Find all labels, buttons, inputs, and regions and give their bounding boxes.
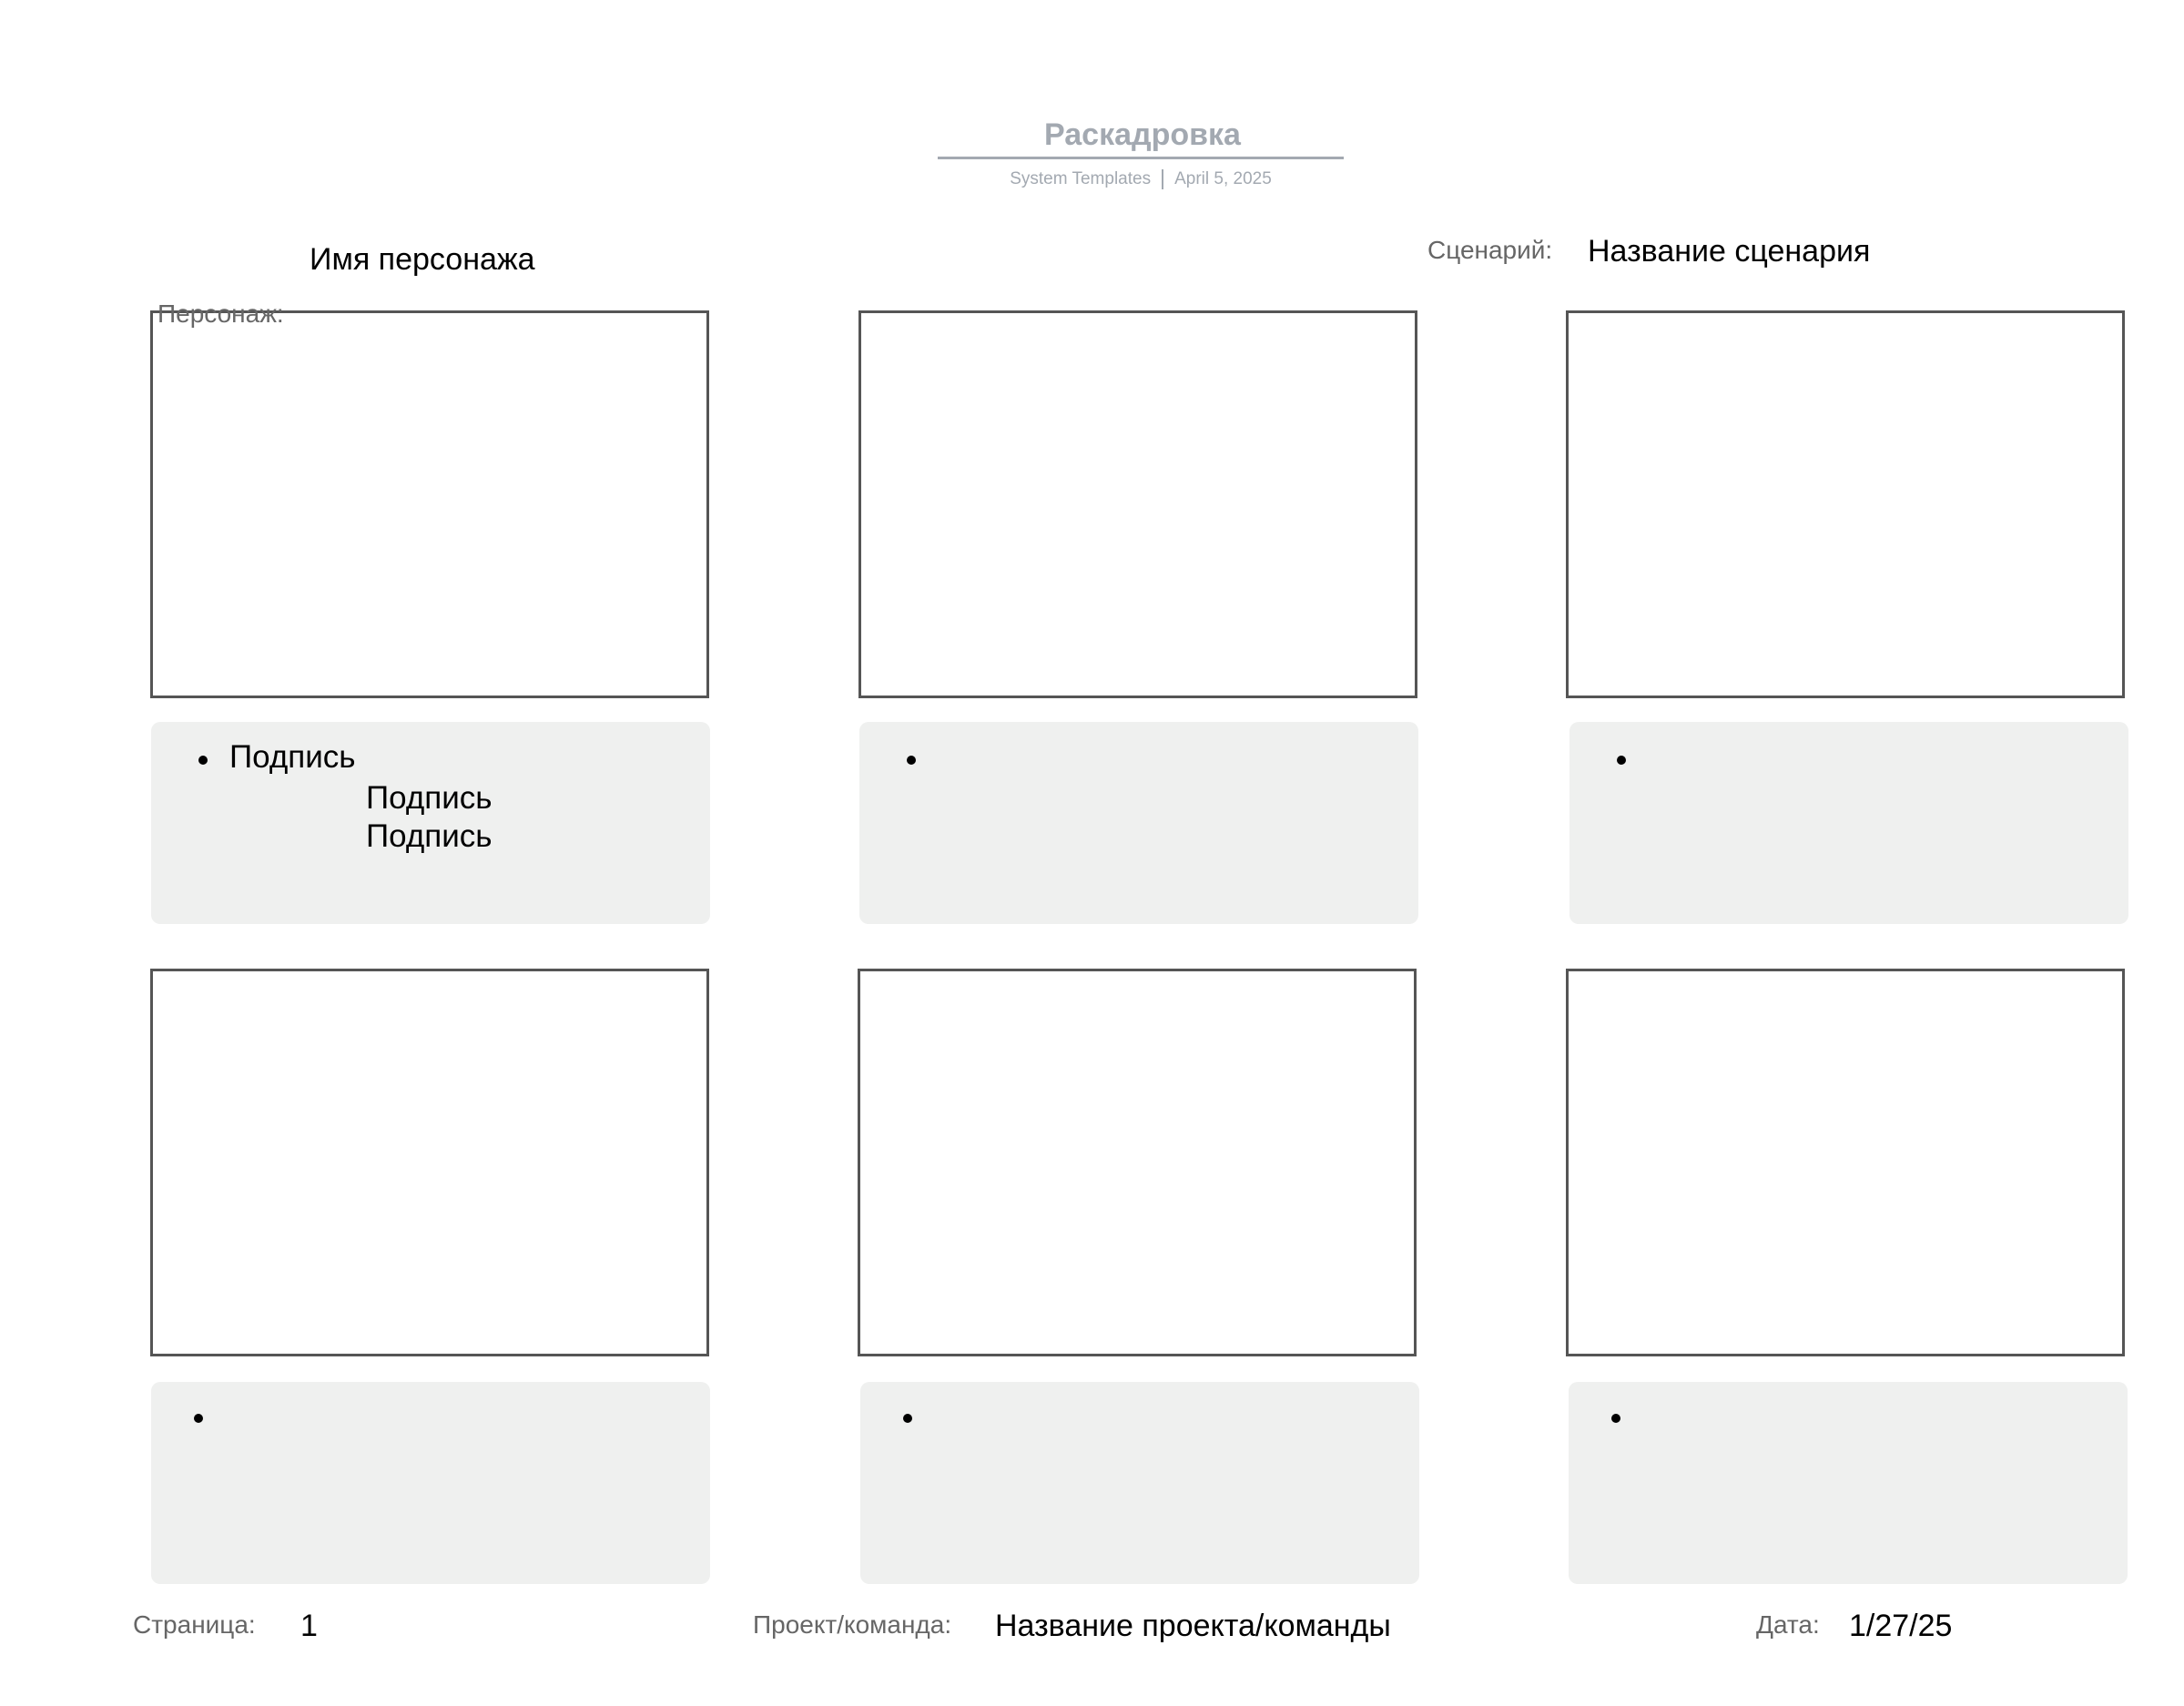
caption-line: Подпись xyxy=(229,739,356,775)
scenario-label: Сценарий: xyxy=(1427,236,1553,264)
date-label: Дата: xyxy=(1756,1610,1820,1639)
caption-box-3[interactable] xyxy=(1569,722,2128,924)
caption-box-1[interactable] xyxy=(151,722,710,924)
caption-line: Подпись xyxy=(366,818,493,854)
page-number[interactable]: 1 xyxy=(300,1609,318,1643)
date-value[interactable]: 1/27/25 xyxy=(1849,1609,1953,1643)
caption-box-5[interactable] xyxy=(860,1382,1419,1584)
caption-box-4[interactable] xyxy=(151,1382,710,1584)
template-source: System Templates xyxy=(1010,169,1152,188)
scenario-name[interactable]: Название сценария xyxy=(1588,234,1871,269)
storyboard-frame-1[interactable] xyxy=(150,310,709,698)
caption-line: Подпись xyxy=(366,780,493,816)
character-label: Персонаж: xyxy=(157,300,284,328)
template-date: April 5, 2025 xyxy=(1174,169,1272,188)
bullet-marker xyxy=(1611,1414,1620,1423)
character-name[interactable]: Имя персонажа xyxy=(310,242,535,277)
bullet-marker xyxy=(198,756,208,765)
document-title: Раскадровка xyxy=(1044,117,1241,152)
bullet-marker xyxy=(1617,756,1626,765)
document-meta xyxy=(938,168,1344,191)
storyboard-frame-2[interactable] xyxy=(858,310,1417,698)
meta-separator xyxy=(1162,169,1163,189)
caption-box-2[interactable] xyxy=(859,722,1418,924)
project-label: Проект/команда: xyxy=(753,1610,952,1639)
bullet-marker xyxy=(903,1414,912,1423)
storyboard-frame-4[interactable] xyxy=(150,969,709,1356)
title-underline xyxy=(938,157,1344,159)
bullet-marker xyxy=(194,1414,203,1423)
page-label: Страница: xyxy=(133,1610,256,1639)
bullet-marker xyxy=(907,756,916,765)
storyboard-frame-5[interactable] xyxy=(858,969,1417,1356)
caption-box-6[interactable] xyxy=(1569,1382,2128,1584)
storyboard-frame-6[interactable] xyxy=(1566,969,2125,1356)
project-name[interactable]: Название проекта/команды xyxy=(995,1609,1391,1643)
storyboard-frame-3[interactable] xyxy=(1566,310,2125,698)
